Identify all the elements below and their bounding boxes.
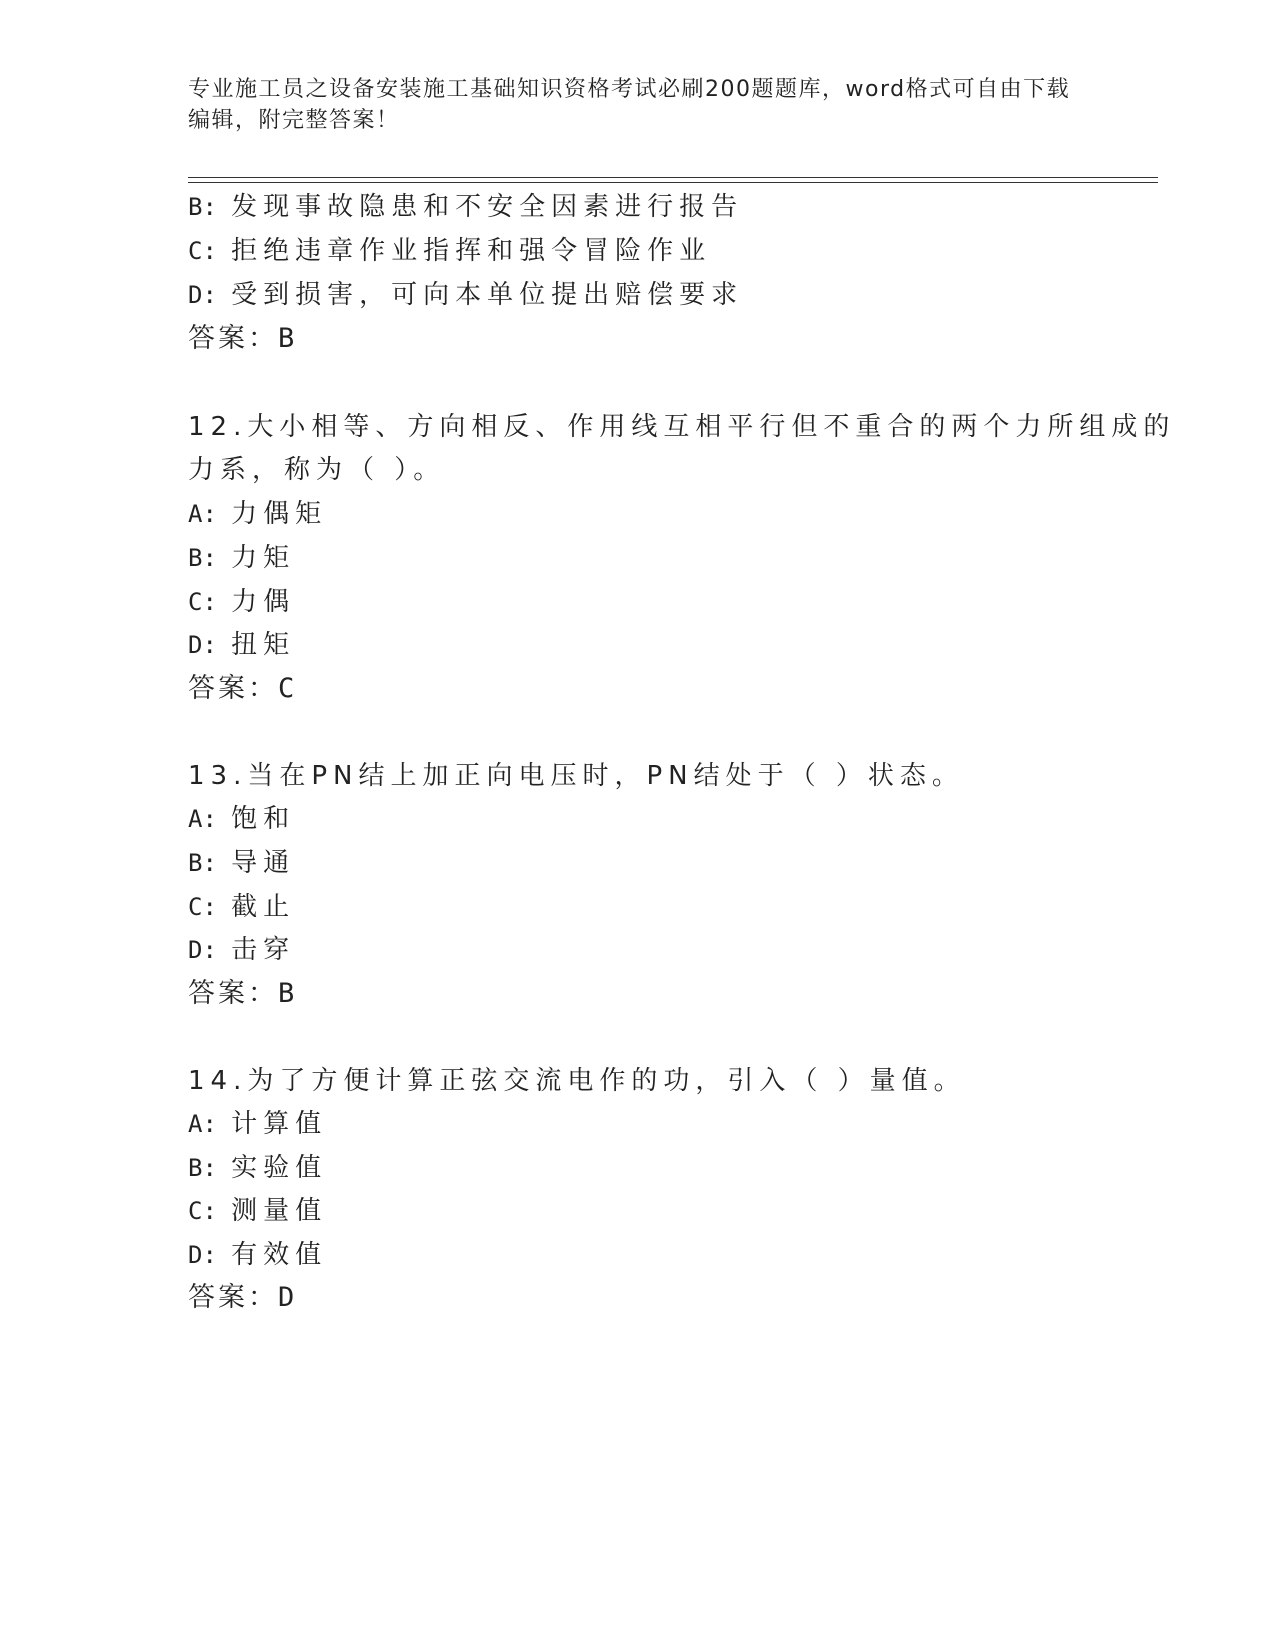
- option-a: [188, 802, 295, 836]
- option-key: D:: [188, 1241, 217, 1269]
- option-key: A:: [188, 805, 217, 833]
- option-d: [188, 1238, 327, 1272]
- option-b: [188, 1151, 327, 1185]
- option-text: 受到损害，可向本单位提出赔偿要求: [231, 280, 744, 310]
- option-key: D:: [188, 281, 217, 309]
- option-text: 击穿: [231, 935, 296, 965]
- option-text: 计算值: [231, 1109, 328, 1139]
- option-key: D:: [188, 631, 217, 659]
- option-text: 有效值: [231, 1240, 328, 1270]
- option-a: [188, 1107, 327, 1141]
- option-text: 测量值: [231, 1196, 328, 1226]
- answer-line: [188, 977, 294, 1011]
- option-text: 扭矩: [231, 630, 296, 660]
- option-key: B:: [188, 193, 217, 221]
- document-header: 专业施工员之设备安装施工基础知识资格考试必刷200题题库，word格式可自由下载编辑，附完整答案！: [188, 77, 1071, 133]
- option-b: [188, 541, 295, 575]
- option-text: 截止: [231, 892, 296, 922]
- option-key: D:: [188, 936, 217, 964]
- answer-label: 答案：: [188, 978, 278, 1009]
- option-text: 力偶矩: [231, 499, 328, 529]
- option-text: 发现事故隐患和不安全因素进行报告: [231, 192, 744, 222]
- option-text: 力矩: [231, 543, 296, 573]
- option-text: 实验值: [231, 1153, 328, 1183]
- option-key: C:: [188, 1197, 217, 1225]
- answer-value: B: [278, 978, 295, 1009]
- option-text: 力偶: [231, 587, 296, 617]
- option-c: [188, 585, 295, 619]
- option-key: A:: [188, 1110, 217, 1138]
- header-divider-top: [188, 177, 1158, 178]
- option-c: [188, 234, 711, 268]
- option-key: C:: [188, 588, 217, 616]
- option-text: 拒绝违章作业指挥和强令冒险作业: [231, 236, 712, 266]
- option-key: B:: [188, 1154, 217, 1182]
- answer-line: [188, 322, 294, 356]
- question-stem-continued: 力系，称为（ ）。: [188, 455, 446, 485]
- option-d: [188, 278, 743, 312]
- option-d: [188, 933, 295, 967]
- answer-value: D: [278, 1282, 295, 1313]
- option-c: [188, 1194, 327, 1228]
- option-b: [188, 190, 743, 224]
- question-stem: 13.当在PN结上加正向电压时，PN结处于（ ）状态。: [188, 761, 964, 791]
- answer-label: 答案：: [188, 323, 278, 354]
- answer-label: 答案：: [188, 1282, 278, 1313]
- option-key: B:: [188, 544, 217, 572]
- question-stem: 12.大小相等、方向相反、作用线互相平行但不重合的两个力所组成的: [188, 412, 1176, 442]
- option-text: 导通: [231, 848, 296, 878]
- answer-line: [188, 1281, 294, 1315]
- option-b: [188, 846, 295, 880]
- option-c: [188, 890, 295, 924]
- option-key: C:: [188, 893, 217, 921]
- option-text: 饱和: [231, 804, 296, 834]
- answer-value: C: [278, 673, 295, 704]
- question-stem: 14.为了方便计算正弦交流电作的功，引入（ ）量值。: [188, 1066, 966, 1096]
- option-a: [188, 497, 327, 531]
- answer-value: B: [278, 323, 295, 354]
- answer-label: 答案：: [188, 673, 278, 704]
- header-divider-bottom: [188, 182, 1158, 183]
- option-key: B:: [188, 849, 217, 877]
- answer-line: [188, 672, 294, 706]
- option-d: [188, 628, 295, 662]
- option-key: C:: [188, 237, 217, 265]
- option-key: A:: [188, 500, 217, 528]
